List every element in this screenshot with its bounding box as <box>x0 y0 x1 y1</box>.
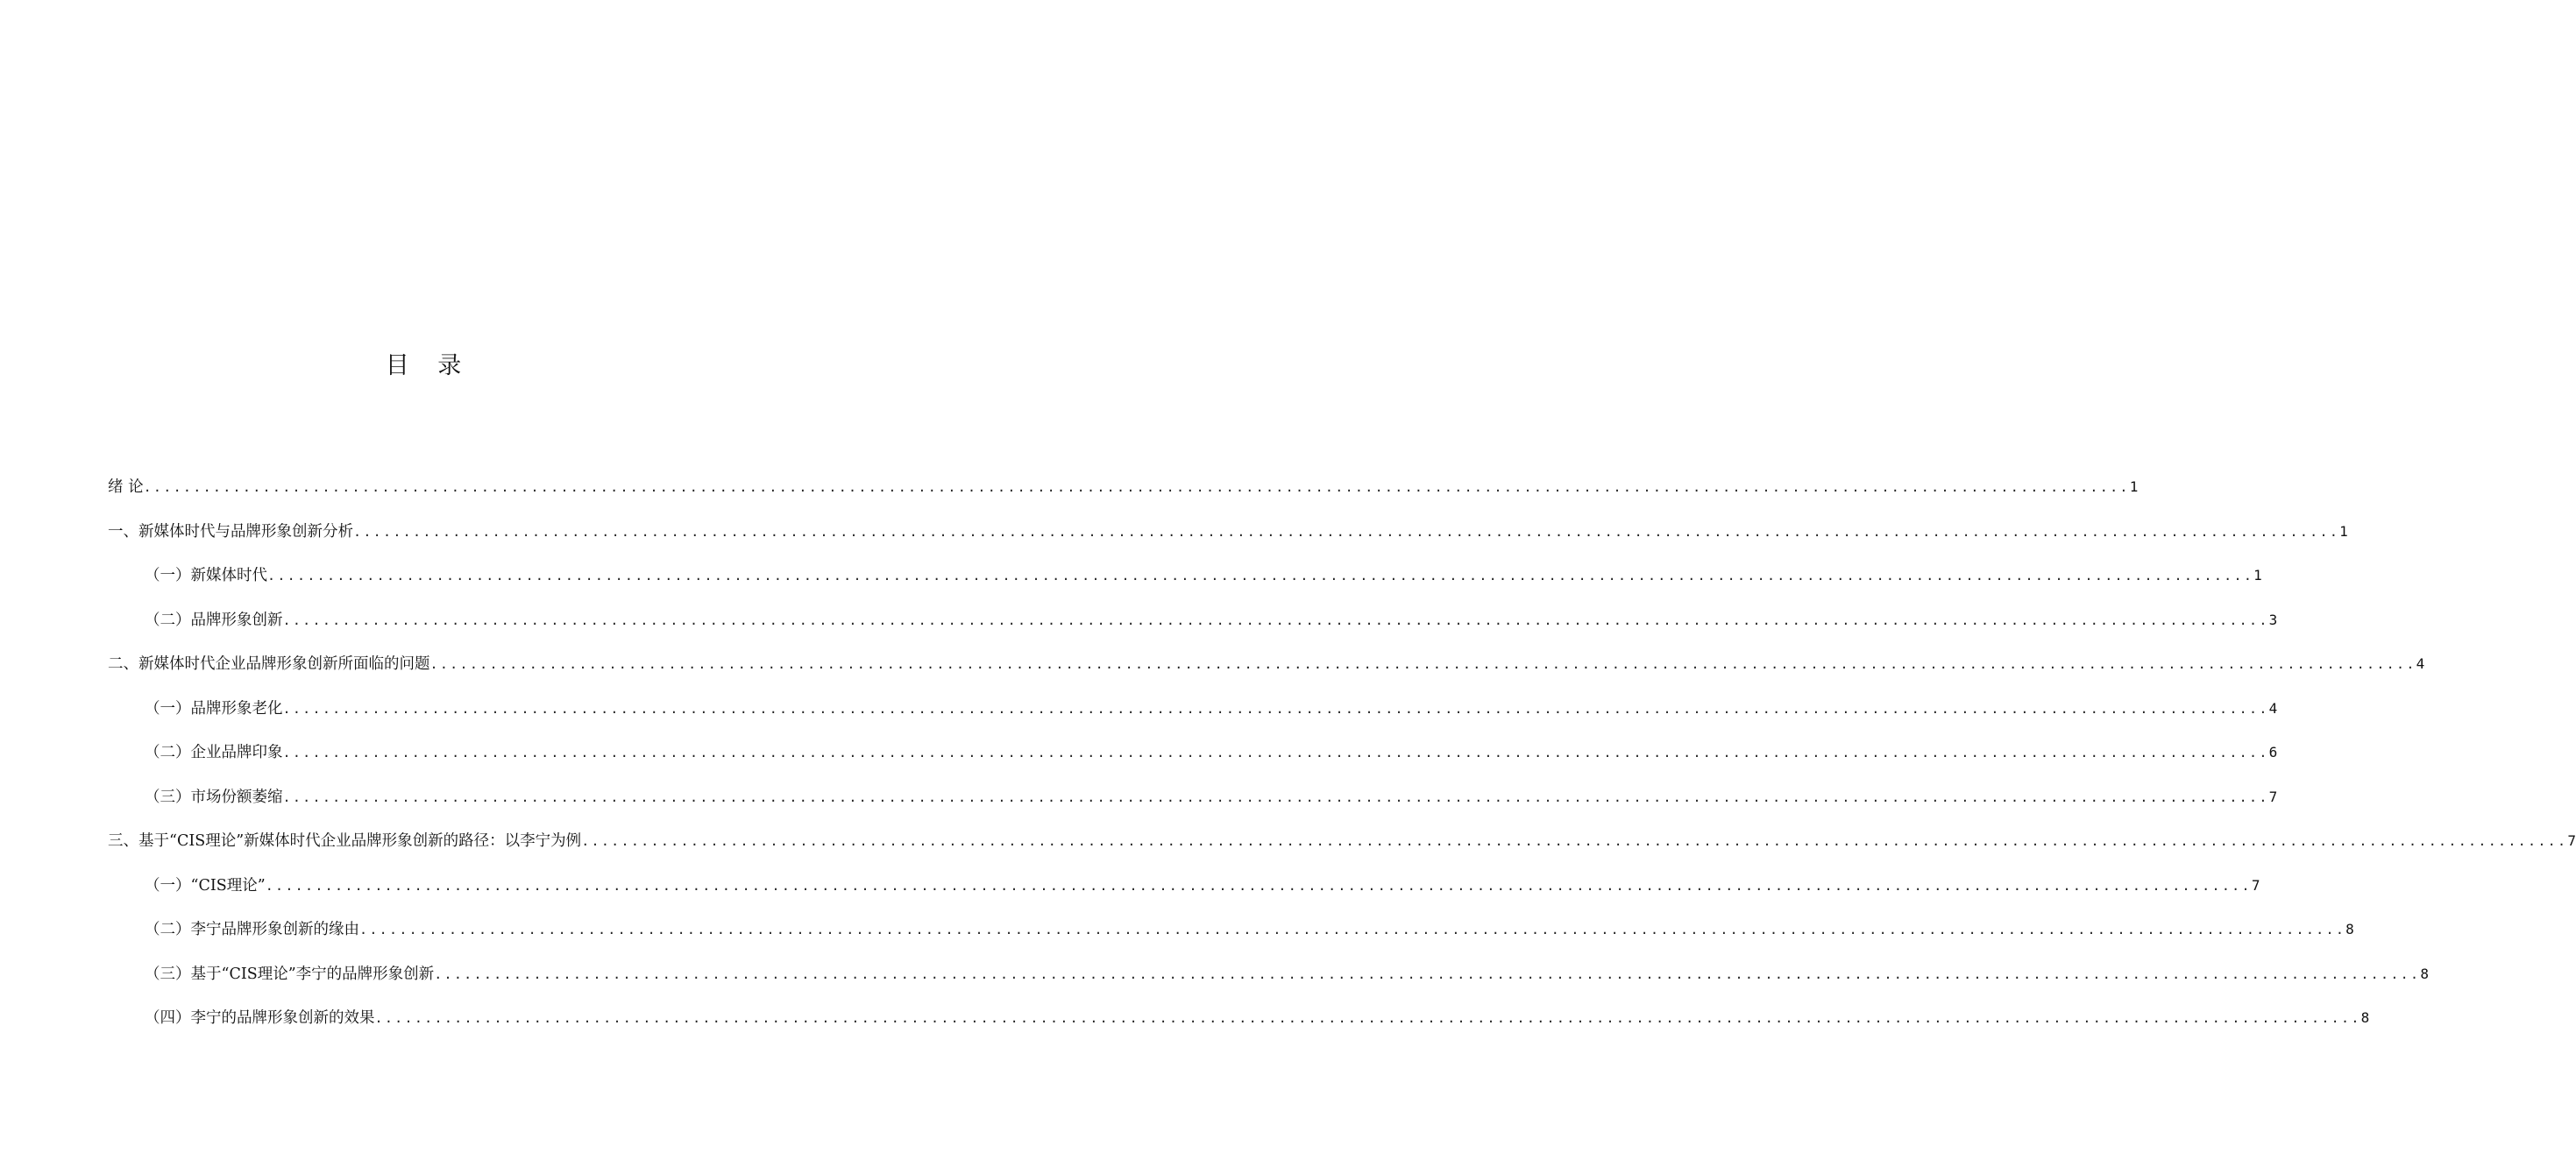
toc-entry-page: 1 <box>2253 567 2262 584</box>
toc-entry[interactable] <box>108 739 2278 784</box>
toc-dot-leader: ........................................................................................................................................................................................................ <box>282 745 2269 760</box>
toc-entry[interactable] <box>108 961 2429 1006</box>
toc-dot-leader: ........................................................................................................................................................................................................ <box>353 523 2340 540</box>
toc-dot-leader: ........................................................................................................................................................................................................ <box>267 568 2254 584</box>
toc-dot-leader: ........................................................................................................................................................................................................ <box>434 966 2421 982</box>
toc-entry-label: （二）李宁品牌形象创新的缘由 <box>145 921 359 938</box>
toc-dot-leader: ........................................................................................................................................................................................................ <box>143 479 2130 495</box>
toc-entry-label: 二、新媒体时代企业品牌形象创新所面临的问题 <box>108 655 430 673</box>
toc-entry-label: 一、新媒体时代与品牌形象创新分析 <box>108 522 353 541</box>
toc-entry-page: 6 <box>2268 744 2278 760</box>
toc-entry-page: 8 <box>2420 965 2429 982</box>
toc-dot-leader: ........................................................................................................................................................................................................ <box>581 833 2568 849</box>
toc-entry-label: 三、基于“CIS理论”新媒体时代企业品牌形象创新的路径：以李宁为例 <box>108 832 582 850</box>
toc-entry-label: （一）品牌形象老化 <box>145 699 283 718</box>
toc-entry[interactable] <box>108 696 2278 740</box>
toc-entry-label: （二）企业品牌印象 <box>145 744 283 761</box>
toc-entry-page: 4 <box>2416 655 2425 672</box>
toc-dot-leader: ........................................................................................................................................................................................................ <box>359 922 2346 937</box>
toc-entry[interactable] <box>108 828 2576 873</box>
toc-list <box>108 474 2576 1050</box>
toc-entry-page: 7 <box>2567 832 2576 849</box>
toc-entry-page: 8 <box>2360 1009 2370 1026</box>
toc-dot-leader: ........................................................................................................................................................................................................ <box>429 656 2416 672</box>
toc-entry[interactable] <box>108 651 2425 696</box>
toc-entry-label: （四）李宁的品牌形象创新的效果 <box>145 1009 375 1027</box>
toc-dot-leader: ........................................................................................................................................................................................................ <box>282 700 2269 717</box>
toc-entry-page: 1 <box>2339 522 2348 540</box>
toc-entry-page: 8 <box>2345 921 2354 937</box>
toc-entry[interactable] <box>108 519 2348 563</box>
toc-entry-page: 4 <box>2268 699 2278 717</box>
toc-entry[interactable] <box>108 474 2139 519</box>
toc-dot-leader: ........................................................................................................................................................................................................ <box>282 789 2269 805</box>
toc-dot-leader: ........................................................................................................................................................................................................ <box>374 1010 2361 1026</box>
toc-entry-page: 7 <box>2251 876 2260 894</box>
toc-entry[interactable] <box>108 1005 2370 1050</box>
toc-entry-label: （三）市场份额萎缩 <box>145 788 283 806</box>
toc-entry[interactable] <box>108 873 2260 917</box>
toc-entry-label: （二）品牌形象创新 <box>145 611 283 629</box>
toc-entry-label: （一）“CIS理论” <box>145 876 266 895</box>
toc-entry[interactable] <box>108 784 2278 829</box>
toc-entry-label: （三）基于“CIS理论”李宁的品牌形象创新 <box>145 965 435 983</box>
toc-dot-leader: ........................................................................................................................................................................................................ <box>282 612 2269 628</box>
toc-dot-leader: ........................................................................................................................................................................................................ <box>265 877 2252 894</box>
toc-entry[interactable] <box>108 562 2262 607</box>
toc-entry-page: 1 <box>2129 478 2139 495</box>
toc-title: 目 录 <box>385 352 472 379</box>
toc-entry[interactable] <box>108 607 2278 652</box>
toc-entry-page: 3 <box>2268 611 2278 628</box>
toc-entry-label: 绪 论 <box>108 478 144 496</box>
toc-entry[interactable] <box>108 916 2354 961</box>
toc-entry-page: 7 <box>2268 788 2278 805</box>
toc-entry-label: （一）新媒体时代 <box>145 567 267 584</box>
